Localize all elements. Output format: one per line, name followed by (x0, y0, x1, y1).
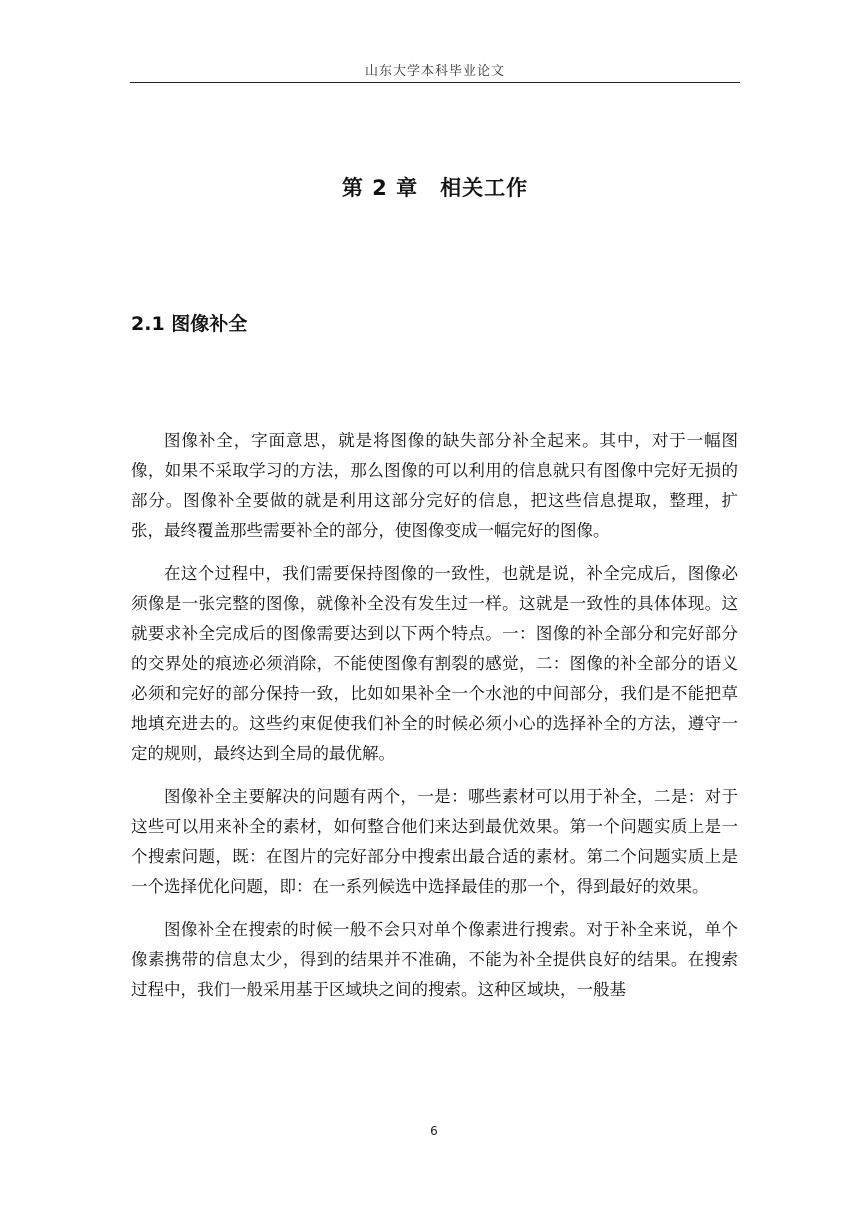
body-text (131, 426, 738, 1018)
running-header: 山东大学本科毕业论文 (364, 64, 505, 79)
chapter-number: 第 2 章 (341, 176, 419, 200)
paragraph: 在这个过程中，我们需要保持图像的一致性，也就是说，补全完成后，图像必须像是一张完整的图像，就像补全没有发生过一样。这就是一致性的具体体现。这就要求补全完成后的图像需要达到以下两个特点。一：图像的补全部分和完好部分的交界处的痕迹必须消除，不能使图像有割裂的感觉，二：图像的补全部分的语义必须和完好的部分保持一致，比如如果补全一个水池的中间部分，我们是不能把草地填充进去的。这些约束促使我们补全的时候必须小心的选择补全的方法，遵守一定的规则，最终达到全局的最优解。 (131, 564, 738, 763)
section-heading: 2.1 图像补全 (131, 313, 248, 335)
paragraph: 图像补全主要解决的问题有两个，一是：哪些素材可以用于补全，二是：对于这些可以用来补全的素材，如何整合他们来达到最优效果。第一个问题实质上是一个搜索问题，既：在图片的完好部分中搜索出最合适的素材。第二个问题实质上是一个选择优化问题，即：在一系列候选中选择最佳的那一个，得到最好的效果。 (131, 787, 738, 896)
paragraph: 图像补全在搜索的时候一般不会只对单个像素进行搜索。对于补全来说，单个像素携带的信息太少，得到的结果并不准确，不能为补全提供良好的结果。在搜索过程中，我们一般采用基于区域块之间的搜索。这种区域块，一般基 (131, 920, 738, 999)
chapter-title: 相关工作 (440, 176, 529, 200)
paragraph: 图像补全，字面意思，就是将图像的缺失部分补全起来。其中，对于一幅图像，如果不采取学习的方法，那么图像的可以利用的信息就只有图像中完好无损的部分。图像补全要做的就是利用这部分完好的信息，把这些信息提取，整理，扩张，最终覆盖那些需要补全的部分，使图像变成一幅完好的图像。 (131, 431, 738, 540)
chapter-heading (130, 172, 740, 202)
header-rule (130, 82, 740, 83)
page-number: 6 (430, 1124, 438, 1138)
